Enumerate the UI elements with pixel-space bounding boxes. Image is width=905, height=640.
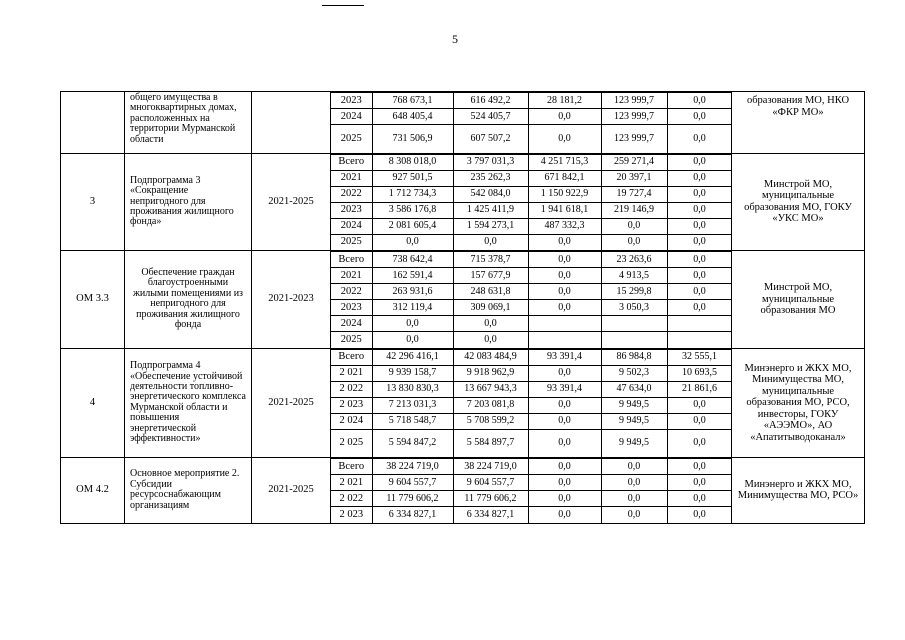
amount-cell: 23 263,6 (601, 252, 667, 268)
amount-cell: 0,0 (528, 268, 601, 284)
year-cell: 2 024 (331, 413, 372, 429)
year-cell: 2024 (331, 316, 372, 332)
amount-cell: 738 642,4 (372, 252, 453, 268)
year-cell: 2 022 (331, 381, 372, 397)
amount-cell: 0,0 (667, 125, 732, 153)
amount-cell (601, 316, 667, 332)
amount-cell: 47 634,0 (601, 381, 667, 397)
amount-cell: 0,0 (528, 507, 601, 523)
amount-cell: 0,0 (528, 234, 601, 250)
amount-cell: 0,0 (601, 218, 667, 234)
amount-cell: 0,0 (528, 429, 601, 457)
section-executor: Минстрой МО, муниципальные образования МО, ГОКУ «УКС МО» (732, 153, 865, 251)
funding-row (331, 186, 732, 202)
amount-cell: 19 727,4 (601, 186, 667, 202)
amount-cell: 9 949,5 (601, 397, 667, 413)
section-name: Подпрограмма 4 «Обеспечение устойчивой деятельности топливно-энергетического комплекса Мурманской области и повышения энергетической эффективности» (125, 348, 252, 458)
year-cell: 2 022 (331, 491, 372, 507)
funding-values (331, 349, 732, 458)
amount-cell: 11 779 606,2 (372, 491, 453, 507)
amount-cell: 0,0 (667, 109, 732, 125)
amount-cell: 15 299,8 (601, 284, 667, 300)
section-period (252, 92, 331, 154)
funding-row (331, 459, 732, 475)
amount-cell (528, 332, 601, 348)
funding-row (331, 397, 732, 413)
amount-cell: 21 861,6 (667, 381, 732, 397)
section-row (61, 153, 865, 251)
funding-row (331, 349, 732, 365)
amount-cell: 0,0 (667, 413, 732, 429)
amount-cell: 157 677,9 (453, 268, 528, 284)
amount-cell: 9 918 962,9 (453, 365, 528, 381)
amount-cell: 7 213 031,3 (372, 397, 453, 413)
amount-cell: 7 203 081,8 (453, 397, 528, 413)
funding-row (331, 507, 732, 523)
funding-row (331, 365, 732, 381)
amount-cell: 0,0 (601, 459, 667, 475)
funding-values (331, 458, 732, 523)
amount-cell: 93 391,4 (528, 349, 601, 365)
funding-row (331, 475, 732, 491)
section-period: 2021-2025 (252, 348, 331, 458)
section-executor: Минстрой МО, муниципальные образования МО (732, 251, 865, 349)
funding-values-cell (331, 251, 732, 349)
amount-cell: 86 984,8 (601, 349, 667, 365)
amount-cell: 768 673,1 (372, 93, 453, 109)
year-cell: 2024 (331, 109, 372, 125)
amount-cell: 8 308 018,0 (372, 154, 453, 170)
amount-cell: 648 405,4 (372, 109, 453, 125)
amount-cell: 9 502,3 (601, 365, 667, 381)
amount-cell: 1 594 273,1 (453, 218, 528, 234)
amount-cell: 5 718 548,7 (372, 413, 453, 429)
amount-cell: 38 224 719,0 (453, 459, 528, 475)
funding-row (331, 332, 732, 348)
funding-row (331, 316, 732, 332)
amount-cell: 0,0 (667, 202, 732, 218)
funding-values-cell (331, 92, 732, 154)
amount-cell: 1 425 411,9 (453, 202, 528, 218)
amount-cell: 235 262,3 (453, 170, 528, 186)
amount-cell: 0,0 (601, 491, 667, 507)
funding-values (331, 92, 732, 153)
amount-cell: 162 591,4 (372, 268, 453, 284)
top-rule (322, 5, 364, 6)
amount-cell: 6 334 827,1 (453, 507, 528, 523)
funding-row (331, 218, 732, 234)
section-name: общего имущества в многоквартирных домах, расположенных на территории Мурманской области (125, 92, 252, 154)
year-cell: 2024 (331, 218, 372, 234)
funding-row (331, 413, 732, 429)
amount-cell: 524 405,7 (453, 109, 528, 125)
amount-cell: 0,0 (453, 332, 528, 348)
section-period: 2021-2025 (252, 458, 331, 524)
year-cell: 2025 (331, 332, 372, 348)
funding-row (331, 429, 732, 457)
funding-row (331, 300, 732, 316)
amount-cell: 5 708 599,2 (453, 413, 528, 429)
funding-row (331, 202, 732, 218)
amount-cell: 5 594 847,2 (372, 429, 453, 457)
amount-cell: 0,0 (667, 252, 732, 268)
amount-cell: 309 069,1 (453, 300, 528, 316)
amount-cell: 0,0 (372, 316, 453, 332)
amount-cell: 927 501,5 (372, 170, 453, 186)
amount-cell: 0,0 (667, 268, 732, 284)
amount-cell: 13 667 943,3 (453, 381, 528, 397)
amount-cell: 616 492,2 (453, 93, 528, 109)
section-period: 2021-2025 (252, 153, 331, 251)
amount-cell: 3 050,3 (601, 300, 667, 316)
amount-cell: 312 119,4 (372, 300, 453, 316)
amount-cell: 4 913,5 (601, 268, 667, 284)
section-row (61, 348, 865, 458)
amount-cell: 542 084,0 (453, 186, 528, 202)
amount-cell: 0,0 (528, 300, 601, 316)
amount-cell: 123 999,7 (601, 93, 667, 109)
year-cell: 2022 (331, 284, 372, 300)
amount-cell: 731 506,9 (372, 125, 453, 153)
year-cell: 2 025 (331, 429, 372, 457)
amount-cell: 13 830 830,3 (372, 381, 453, 397)
funding-row (331, 252, 732, 268)
amount-cell: 0,0 (528, 284, 601, 300)
amount-cell: 42 083 484,9 (453, 349, 528, 365)
funding-row (331, 268, 732, 284)
amount-cell: 3 797 031,3 (453, 154, 528, 170)
amount-cell: 0,0 (667, 397, 732, 413)
year-cell: Всего (331, 459, 372, 475)
amount-cell: 715 378,7 (453, 252, 528, 268)
funding-row (331, 125, 732, 153)
funding-values (331, 251, 732, 348)
amount-cell: 11 779 606,2 (453, 491, 528, 507)
amount-cell: 38 224 719,0 (372, 459, 453, 475)
section-code (61, 92, 125, 154)
funding-table (60, 91, 865, 524)
amount-cell (667, 316, 732, 332)
amount-cell: 0,0 (667, 186, 732, 202)
amount-cell: 1 150 922,9 (528, 186, 601, 202)
amount-cell: 10 693,5 (667, 365, 732, 381)
year-cell: Всего (331, 252, 372, 268)
amount-cell: 28 181,2 (528, 93, 601, 109)
amount-cell: 9 604 557,7 (453, 475, 528, 491)
funding-values-cell (331, 458, 732, 524)
amount-cell: 1 712 734,3 (372, 186, 453, 202)
funding-row (331, 284, 732, 300)
section-name: Обеспечение граждан благоустроенными жилыми помещениями из непригодного для проживания жилищного фонда (125, 251, 252, 349)
amount-cell: 0,0 (667, 459, 732, 475)
amount-cell: 9 939 158,7 (372, 365, 453, 381)
amount-cell: 0,0 (528, 365, 601, 381)
amount-cell: 4 251 715,3 (528, 154, 601, 170)
amount-cell: 0,0 (667, 284, 732, 300)
funding-row (331, 154, 732, 170)
funding-row (331, 234, 732, 250)
amount-cell: 0,0 (528, 252, 601, 268)
amount-cell (601, 332, 667, 348)
amount-cell: 0,0 (667, 300, 732, 316)
year-cell: 2025 (331, 125, 372, 153)
amount-cell: 0,0 (601, 234, 667, 250)
section-code: ОМ 4.2 (61, 458, 125, 524)
funding-row (331, 491, 732, 507)
section-executor: образования МО, НКО «ФКР МО» (732, 92, 865, 154)
amount-cell: 0,0 (372, 234, 453, 250)
amount-cell (528, 316, 601, 332)
year-cell: 2 021 (331, 475, 372, 491)
amount-cell: 0,0 (667, 234, 732, 250)
funding-row (331, 109, 732, 125)
amount-cell: 5 584 897,7 (453, 429, 528, 457)
amount-cell: 20 397,1 (601, 170, 667, 186)
amount-cell: 0,0 (528, 397, 601, 413)
section-row (61, 251, 865, 349)
amount-cell: 0,0 (667, 154, 732, 170)
amount-cell: 0,0 (528, 475, 601, 491)
section-period: 2021-2023 (252, 251, 331, 349)
year-cell: 2 023 (331, 507, 372, 523)
amount-cell: 0,0 (453, 234, 528, 250)
amount-cell: 0,0 (667, 429, 732, 457)
year-cell: 2021 (331, 170, 372, 186)
year-cell: 2 023 (331, 397, 372, 413)
amount-cell: 32 555,1 (667, 349, 732, 365)
amount-cell: 0,0 (453, 316, 528, 332)
funding-values-cell (331, 348, 732, 458)
year-cell: 2023 (331, 202, 372, 218)
amount-cell: 0,0 (528, 109, 601, 125)
amount-cell: 259 271,4 (601, 154, 667, 170)
amount-cell: 93 391,4 (528, 381, 601, 397)
section-code: 3 (61, 153, 125, 251)
amount-cell: 6 334 827,1 (372, 507, 453, 523)
amount-cell (667, 332, 732, 348)
year-cell: 2021 (331, 268, 372, 284)
amount-cell: 0,0 (601, 507, 667, 523)
section-code: ОМ 3.3 (61, 251, 125, 349)
amount-cell: 0,0 (667, 170, 732, 186)
amount-cell: 0,0 (528, 491, 601, 507)
funding-row (331, 170, 732, 186)
page-number: 5 (452, 32, 458, 46)
funding-values-cell (331, 153, 732, 251)
amount-cell: 3 586 176,8 (372, 202, 453, 218)
section-name: Основное мероприятие 2. Субсидии ресурсоснабжающим организациям (125, 458, 252, 524)
section-row (61, 92, 865, 154)
amount-cell: 0,0 (528, 125, 601, 153)
section-row (61, 458, 865, 524)
amount-cell: 607 507,2 (453, 125, 528, 153)
amount-cell: 0,0 (528, 459, 601, 475)
amount-cell: 0,0 (667, 218, 732, 234)
amount-cell: 0,0 (528, 413, 601, 429)
amount-cell: 219 146,9 (601, 202, 667, 218)
amount-cell: 123 999,7 (601, 109, 667, 125)
funding-row (331, 93, 732, 109)
amount-cell: 0,0 (667, 491, 732, 507)
amount-cell: 671 842,1 (528, 170, 601, 186)
amount-cell: 263 931,6 (372, 284, 453, 300)
amount-cell: 9 949,5 (601, 429, 667, 457)
amount-cell: 9 604 557,7 (372, 475, 453, 491)
amount-cell: 9 949,5 (601, 413, 667, 429)
year-cell: 2025 (331, 234, 372, 250)
amount-cell: 42 296 416,1 (372, 349, 453, 365)
year-cell: 2 021 (331, 365, 372, 381)
amount-cell: 0,0 (667, 507, 732, 523)
amount-cell: 248 631,8 (453, 284, 528, 300)
section-code: 4 (61, 348, 125, 458)
year-cell: Всего (331, 154, 372, 170)
year-cell: 2023 (331, 300, 372, 316)
amount-cell: 123 999,7 (601, 125, 667, 153)
amount-cell: 0,0 (667, 93, 732, 109)
year-cell: 2022 (331, 186, 372, 202)
year-cell: Всего (331, 349, 372, 365)
section-executor: Минэнерго и ЖКХ МО, Минимущества МО, муниципальные образования МО, РСО, инвесторы, ГОКУ «АЭЭМО», АО «Апатитыводоканал» (732, 348, 865, 458)
section-name: Подпрограмма 3 «Сокращение непригодного для проживания жилищного фонда» (125, 153, 252, 251)
funding-values (331, 154, 732, 251)
amount-cell: 1 941 618,1 (528, 202, 601, 218)
amount-cell: 0,0 (372, 332, 453, 348)
amount-cell: 0,0 (667, 475, 732, 491)
amount-cell: 2 081 605,4 (372, 218, 453, 234)
amount-cell: 0,0 (601, 475, 667, 491)
year-cell: 2023 (331, 93, 372, 109)
amount-cell: 487 332,3 (528, 218, 601, 234)
funding-row (331, 381, 732, 397)
section-executor: Минэнерго и ЖКХ МО, Минимущества МО, РСО» (732, 458, 865, 524)
